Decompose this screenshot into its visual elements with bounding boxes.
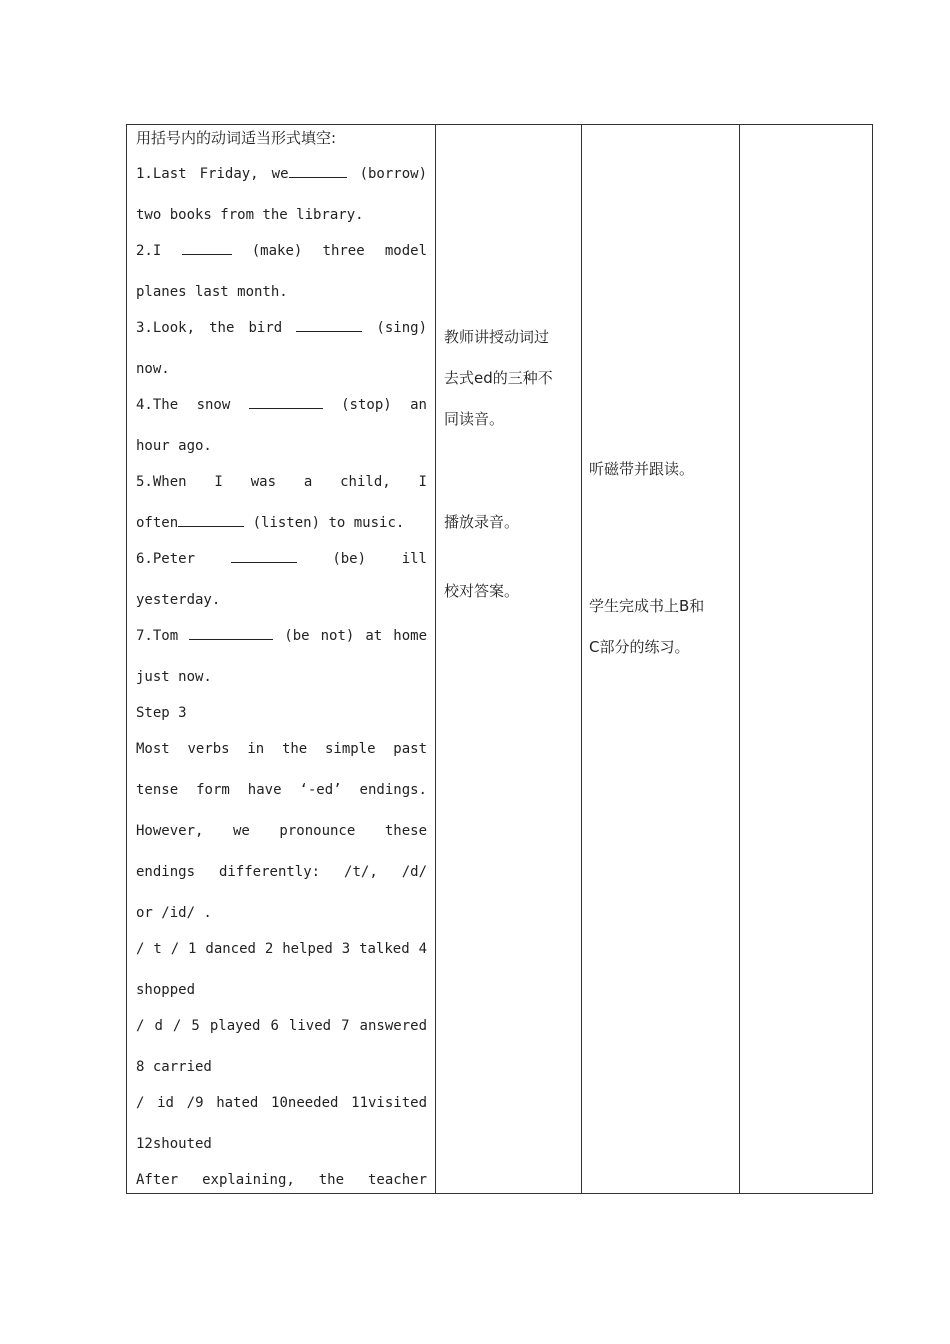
teacher-activity-column bbox=[435, 125, 581, 1193]
teacher-note: 教师讲授动词过 去式ed的三种不 同读音。 bbox=[444, 328, 553, 428]
instruction-text: 用括号内的动词适当形式填空: bbox=[136, 129, 337, 147]
id-sound-list: / id /9 hated 10needed 11visited bbox=[136, 1095, 427, 1111]
exercise-column bbox=[127, 125, 435, 1193]
t-sound-list-cont: shopped bbox=[136, 982, 196, 998]
question-1-line-1: 1.Last Friday, we (borrow) bbox=[136, 166, 427, 182]
play-recording-note: 播放录音。 bbox=[444, 513, 520, 531]
paragraph-line: However, we pronounce these bbox=[136, 823, 427, 839]
listen-note: 听磁带并跟读。 bbox=[589, 460, 695, 478]
step-heading: Step 3 bbox=[136, 705, 187, 721]
exercise-note: 学生完成书上B和 C部分的练习。 bbox=[589, 597, 705, 656]
question-6-line-1: 6.Peter (be) ill bbox=[136, 551, 427, 567]
question-7-line-2: just now. bbox=[136, 669, 212, 685]
answer-blank bbox=[296, 319, 362, 332]
answer-blank bbox=[182, 242, 232, 255]
paragraph-line: After explaining, the teacher bbox=[136, 1172, 427, 1188]
question-6-line-2: yesterday. bbox=[136, 592, 221, 608]
question-3-line-1: 3.Look, the bird (sing) bbox=[136, 320, 427, 336]
question-4-line-1: 4.The snow (stop) an bbox=[136, 397, 427, 413]
question-2-line-2: planes last month. bbox=[136, 284, 288, 300]
question-3-line-2: now. bbox=[136, 361, 170, 377]
answer-blank bbox=[189, 627, 273, 640]
paragraph-line: Most verbs in the simple past bbox=[136, 741, 427, 757]
student-activity-column bbox=[581, 125, 739, 1193]
id-sound-list-cont: 12shouted bbox=[136, 1136, 212, 1152]
lesson-table bbox=[126, 124, 873, 1194]
question-2-line-1: 2.I (make) three model bbox=[136, 243, 428, 259]
question-5-line-1: 5.When I was a child, I bbox=[136, 474, 427, 490]
answer-blank bbox=[249, 396, 323, 409]
paragraph-line: or /id/ . bbox=[136, 905, 212, 921]
check-answers-note: 校对答案。 bbox=[444, 582, 520, 600]
question-7-line-1: 7.Tom (be not) at home bbox=[136, 628, 428, 644]
question-5-line-2: often (listen) to music. bbox=[136, 515, 405, 531]
answer-blank bbox=[231, 550, 297, 563]
answer-blank bbox=[289, 165, 347, 178]
question-4-line-2: hour ago. bbox=[136, 438, 212, 454]
answer-blank bbox=[178, 514, 244, 527]
d-sound-list: / d / 5 played 6 lived 7 answered bbox=[136, 1018, 427, 1034]
t-sound-list: / t / 1 danced 2 helped 3 talked 4 bbox=[136, 941, 427, 957]
paragraph-line: endings differently: /t/, /d/ bbox=[136, 864, 427, 880]
notes-column bbox=[739, 125, 874, 1193]
d-sound-list-cont: 8 carried bbox=[136, 1059, 212, 1075]
question-1-line-2: two books from the library. bbox=[136, 207, 364, 223]
paragraph-line: tense form have ‘-ed’ endings. bbox=[136, 782, 427, 798]
